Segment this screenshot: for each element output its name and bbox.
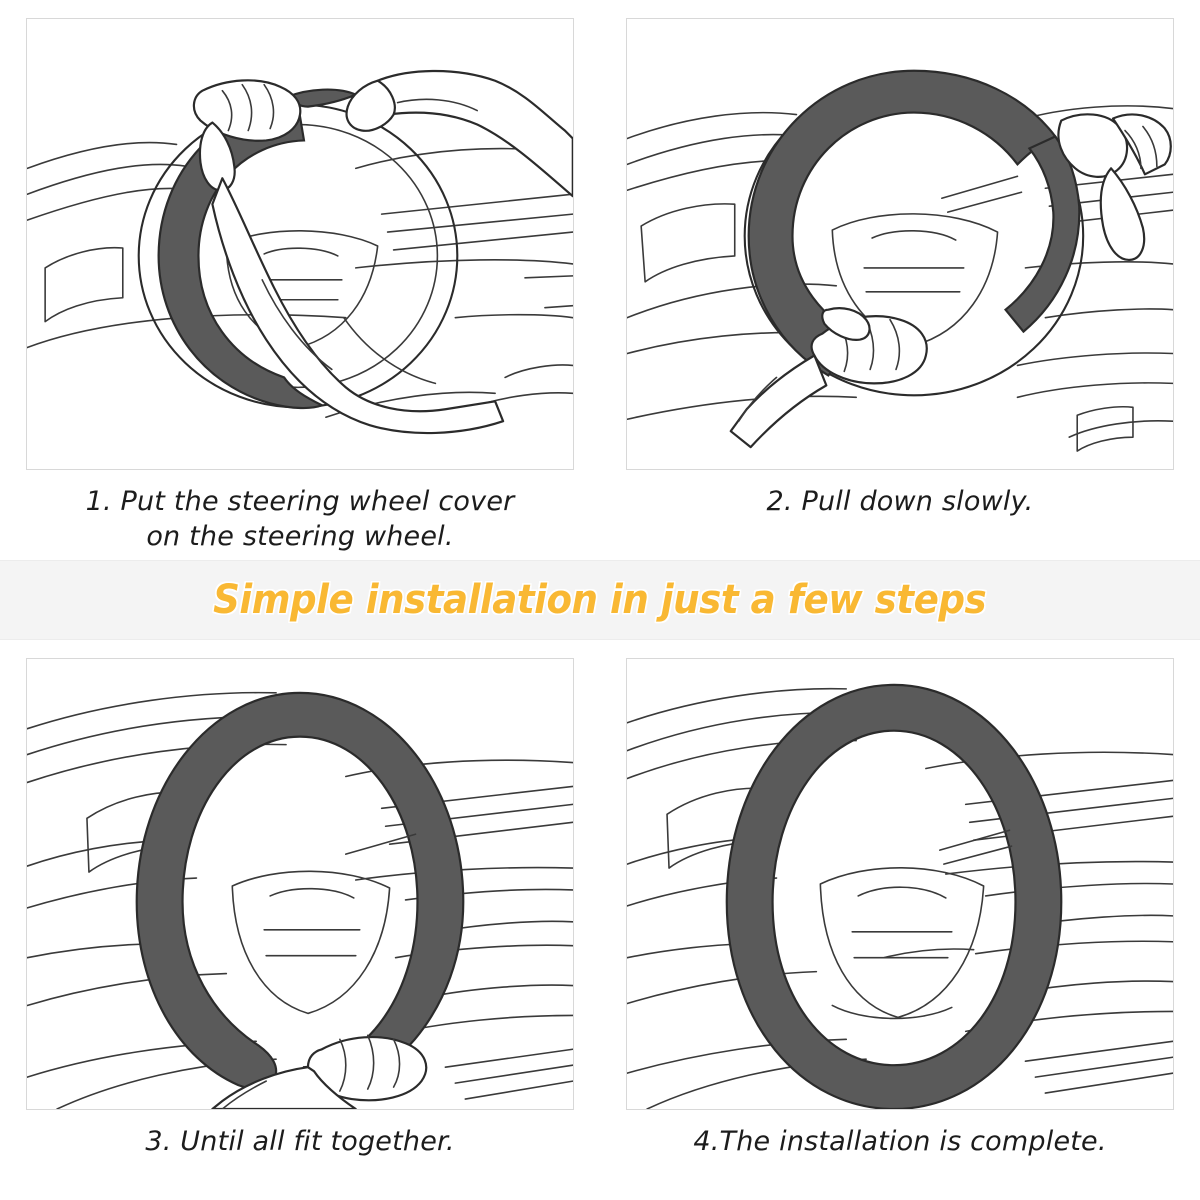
step-1-panel	[0, 0, 600, 560]
step-2-panel	[600, 0, 1200, 560]
step-4-caption	[620, 1124, 1180, 1159]
step-4-panel	[600, 640, 1200, 1200]
step-1-caption	[20, 484, 580, 554]
step-3-panel	[0, 640, 600, 1200]
step-3-illustration	[26, 658, 574, 1110]
step-1-illustration	[26, 18, 574, 470]
installation-banner	[0, 560, 1200, 640]
banner-text: Simple installation in just a few steps	[213, 577, 987, 623]
step-1-caption-line2: on the steering wheel.	[146, 521, 454, 553]
step-4-caption-line1: 4.The installation is complete.	[693, 1126, 1107, 1157]
step-2-caption	[620, 484, 1180, 519]
step-3-caption	[20, 1124, 580, 1159]
step-3-caption-line1: 3. Until all fit together.	[145, 1126, 455, 1157]
step-2-caption-line1: 2. Pull down slowly.	[766, 486, 1034, 517]
step-4-illustration	[626, 658, 1174, 1110]
step-1-caption-line1: 1. Put the steering wheel cover	[85, 486, 515, 517]
step-2-illustration	[626, 18, 1174, 470]
